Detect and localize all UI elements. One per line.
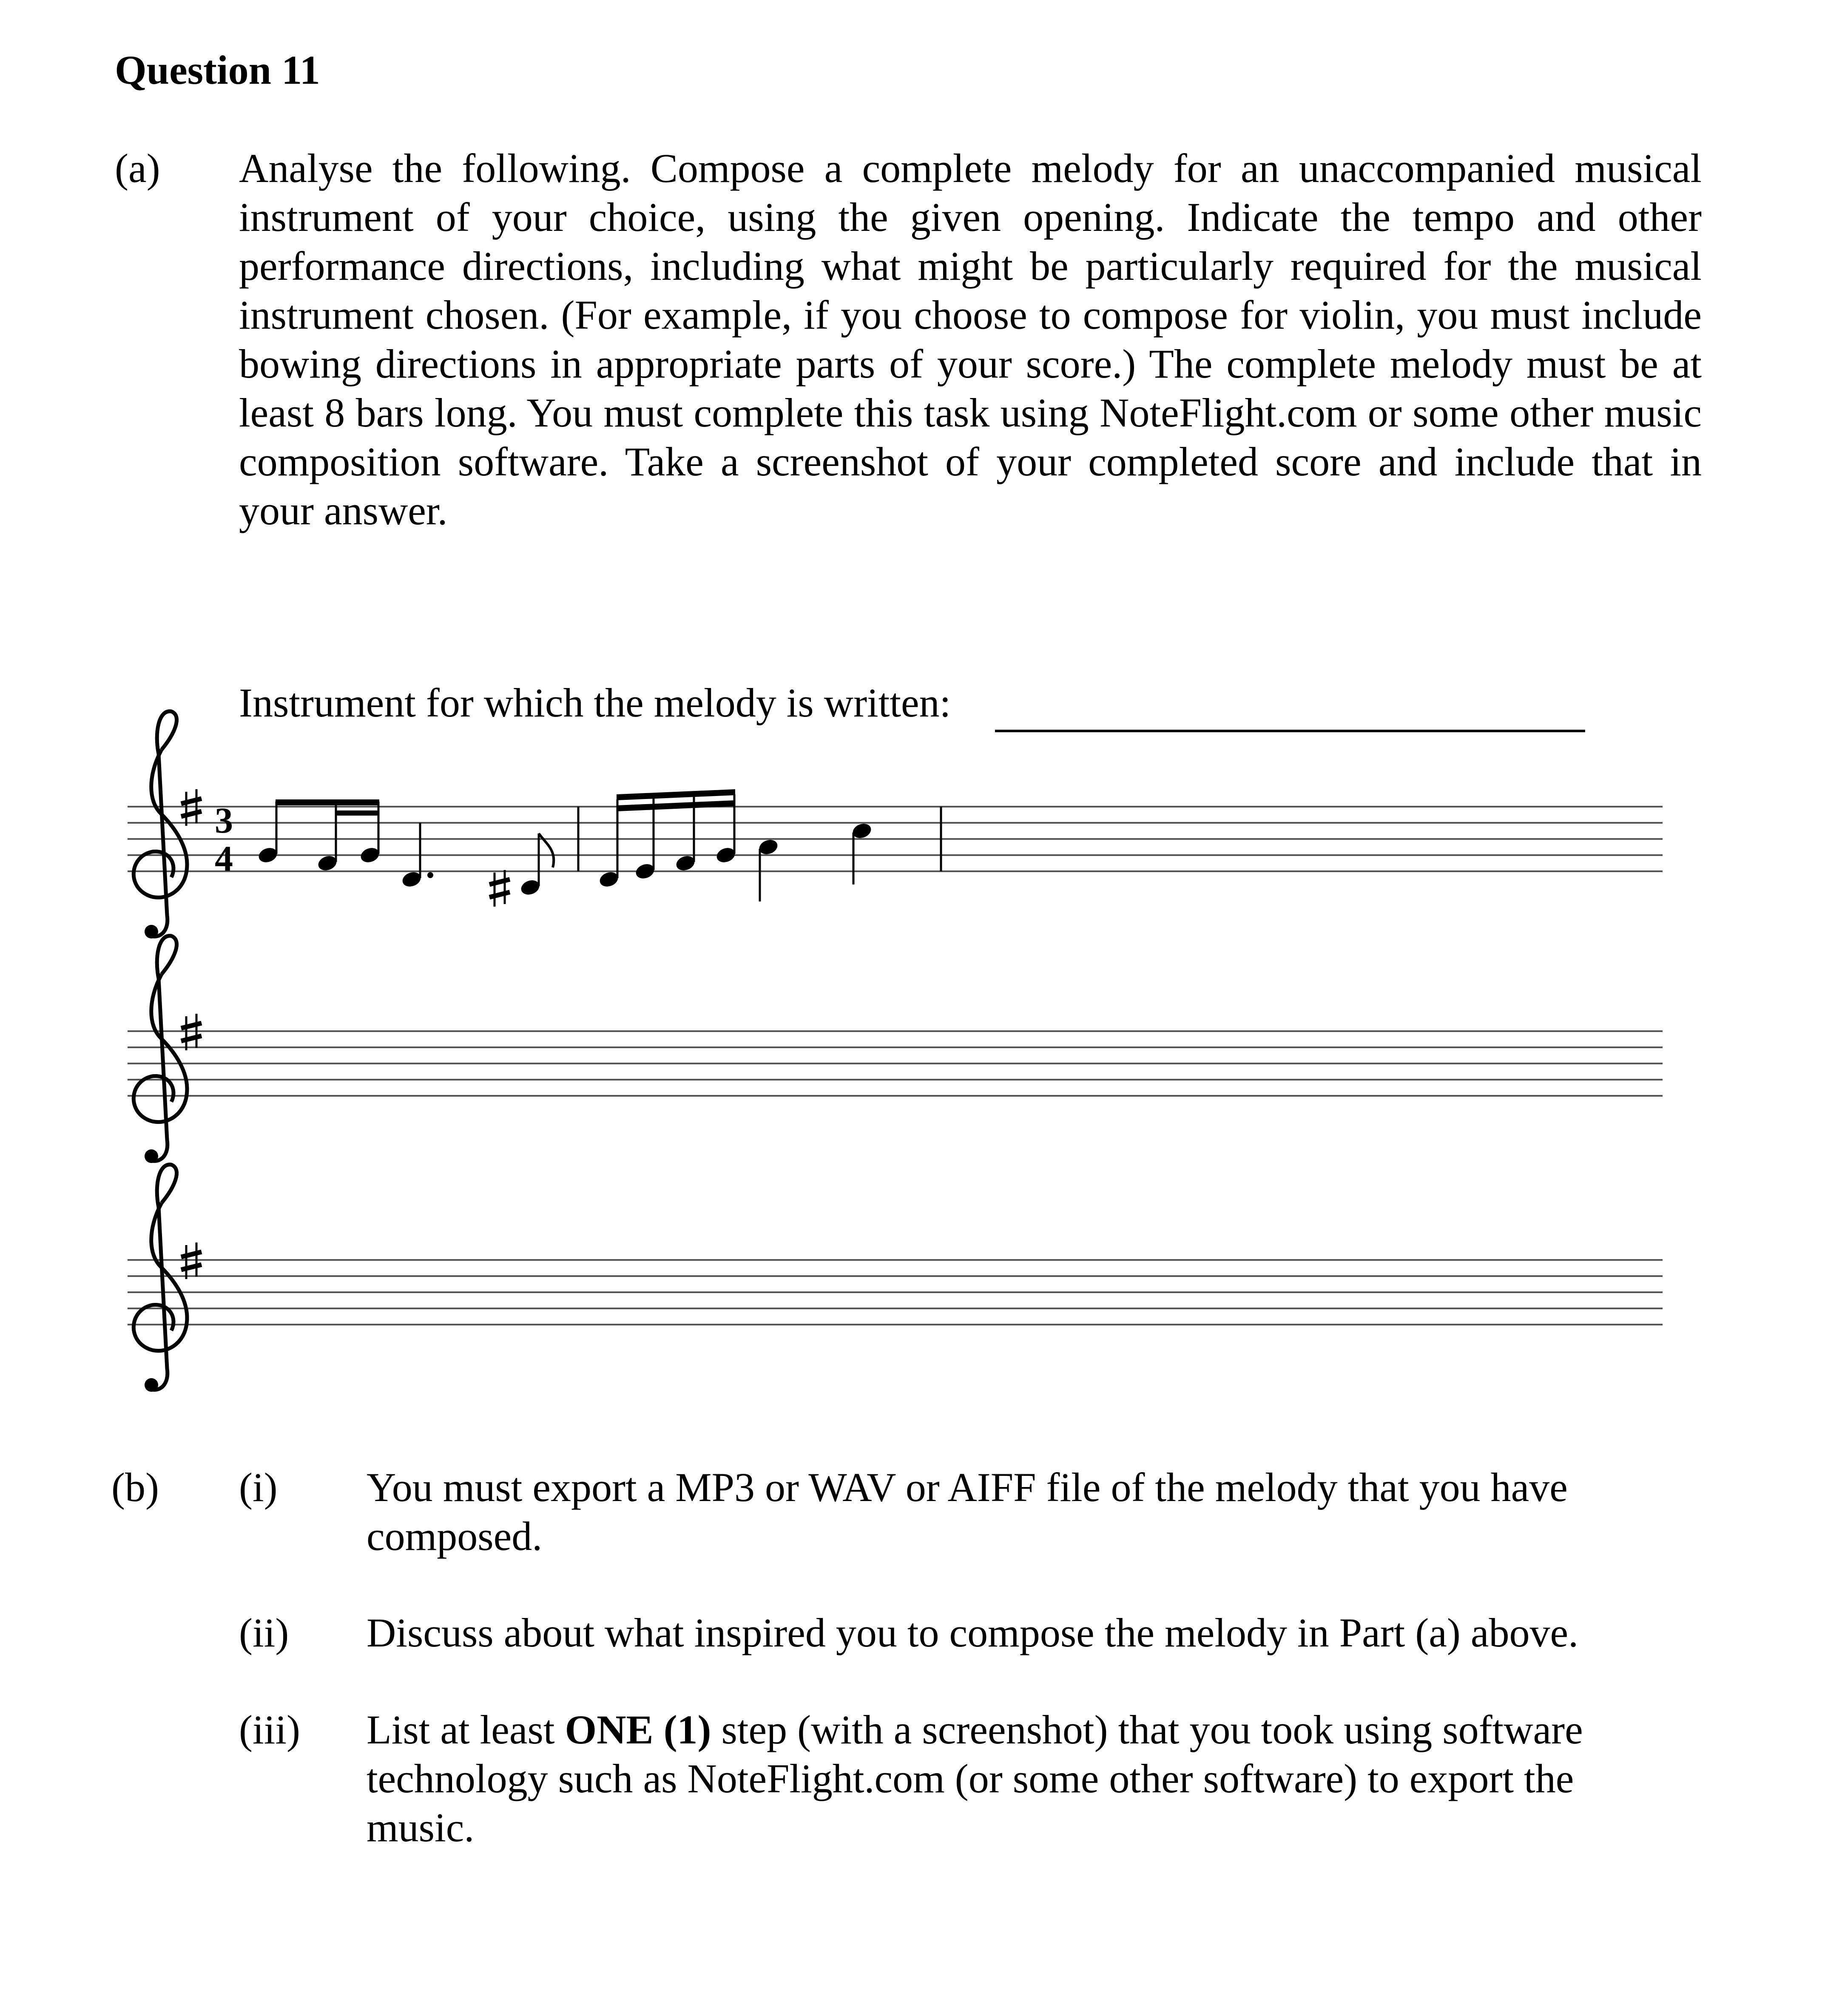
part-b-ii-text: Discuss about what inspired you to compose the melody in Part (a) above. (367, 1610, 1579, 1655)
part-a-instructions: Analyse the following. Compose a complete melody for an unaccompanied musical instrument of your choice, using the given opening. Indicate the tempo and other performance directions, including what might be particularly required for the musical instrument chosen. (For example, if you choose to compose for violin, you must include bowing directions in appropriate parts of your score.) The complete melody must be at least 8 bars long. You must complete this task using NoteFlight.com or some other music composition software. Take a screenshot of your completed score and include that in your answer. (239, 145, 1702, 533)
part-a-label: (a) (115, 145, 160, 191)
time-signature-bottom: 4 (215, 838, 233, 879)
treble-clef-icon (134, 1165, 187, 1392)
bar-1 (257, 799, 554, 907)
part-b-label: (b) (111, 1464, 159, 1510)
staff-1[interactable] (128, 711, 1663, 938)
part-b-iii-text-start: List at least (367, 1707, 565, 1752)
part-b-i-label: (i) (239, 1464, 278, 1510)
part-b-iii-emphasis: ONE (1) (565, 1707, 711, 1752)
time-signature-top: 3 (215, 800, 233, 841)
part-b-iii-label: (iii) (239, 1707, 300, 1752)
instrument-prompt: Instrument for which the melody is written: (239, 680, 951, 725)
staff-3[interactable] (128, 1165, 1663, 1392)
treble-clef-icon (134, 711, 187, 938)
part-b-iii-text (367, 1705, 1625, 1852)
treble-clef-icon (134, 936, 187, 1163)
staff-2[interactable] (128, 936, 1663, 1163)
part-b-iii-text-end: step (with a screenshot) that you took using software technology such as NoteFlight.com (or some other software) to export the music. (367, 1707, 1583, 1850)
part-b-i-text: You must export a MP3 or WAV or AIFF file of the melody that you have composed. (367, 1464, 1568, 1559)
question-title: Question 11 (115, 47, 320, 93)
part-b-ii-label: (ii) (239, 1610, 289, 1655)
